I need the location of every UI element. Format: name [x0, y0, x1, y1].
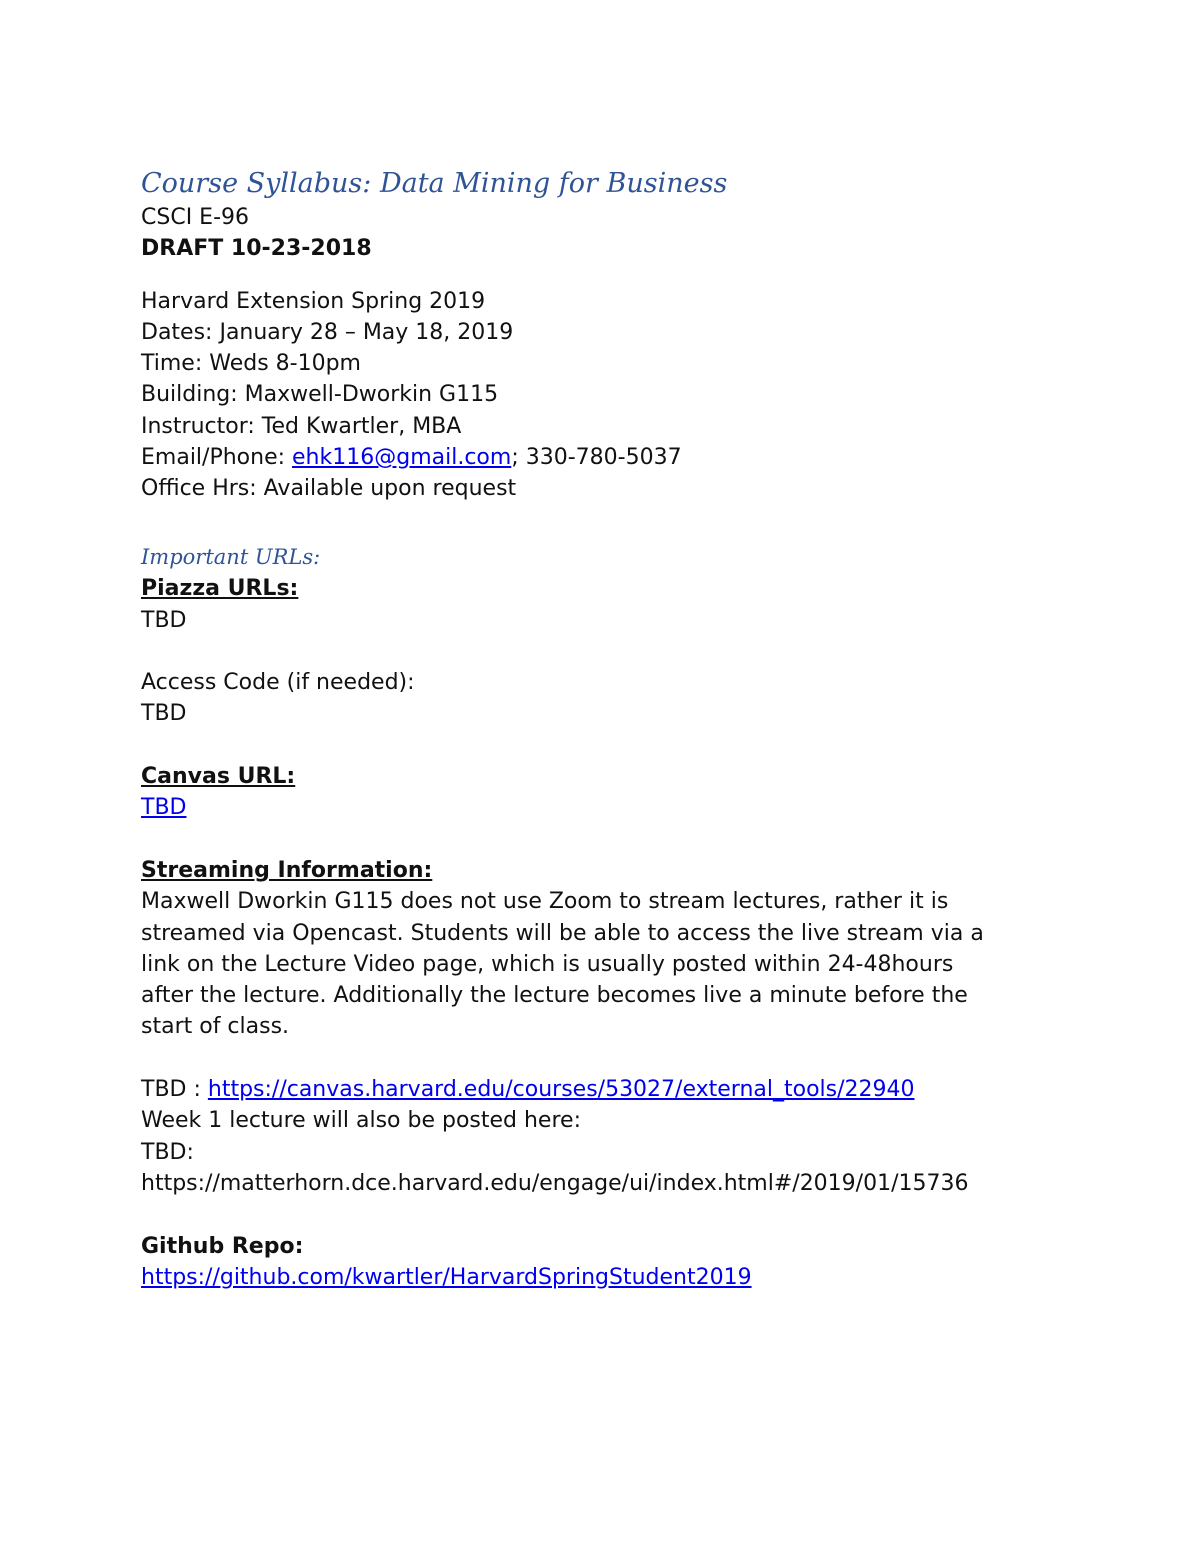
- spacer: [141, 1043, 1071, 1074]
- streaming-line: after the lecture. Additionally the lecture becomes live a minute before the: [141, 983, 968, 1009]
- draft-label: DRAFT 10-23-2018: [141, 236, 372, 262]
- tbd-label: TBD:: [141, 1139, 194, 1165]
- time-line: Time: Weds 8-10pm: [141, 351, 361, 377]
- email-phone-line: [141, 442, 1071, 473]
- streaming-line: link on the Lecture Video page, which is usually posted within 24-48hours: [141, 951, 954, 977]
- office-hours-line: Office Hrs: Available upon request: [141, 476, 517, 502]
- dates-line: Dates: January 28 – May 18, 2019: [141, 319, 514, 345]
- term-line: Harvard Extension Spring 2019: [141, 288, 486, 314]
- canvas-stream-line: [141, 1074, 1071, 1105]
- tbd-prefix: TBD :: [141, 1077, 208, 1103]
- streaming-paragraph: [141, 886, 1061, 1042]
- spacer: [141, 730, 1071, 761]
- streaming-line: start of class.: [141, 1014, 290, 1040]
- piazza-value: TBD: [141, 607, 187, 633]
- week1-note: Week 1 lecture will also be posted here:: [141, 1108, 581, 1134]
- spacer: [141, 505, 1071, 536]
- canvas-stream-link[interactable]: https://canvas.harvard.edu/courses/53027/external_tools/22940: [207, 1077, 915, 1103]
- streaming-line: streamed via Opencast. Students will be able to access the live stream via a: [141, 920, 984, 946]
- document-body: [141, 166, 1071, 1293]
- instructor-line: Instructor: Ted Kwartler, MBA: [141, 413, 462, 439]
- important-urls-heading: Important URLs:: [141, 544, 321, 569]
- email-link[interactable]: ehk116@gmail.com: [292, 445, 512, 471]
- canvas-heading: Canvas URL:: [141, 764, 296, 790]
- building-line: Building: Maxwell-Dworkin G115: [141, 382, 499, 408]
- canvas-value-line: [141, 792, 1071, 823]
- canvas-link[interactable]: TBD: [141, 795, 187, 821]
- access-code-value: TBD: [141, 701, 187, 727]
- spacer: [141, 265, 1071, 286]
- github-link[interactable]: https://github.com/kwartler/HarvardSpringStudent2019: [141, 1264, 752, 1290]
- access-code-label: Access Code (if needed):: [141, 670, 415, 696]
- email-label: Email/Phone:: [141, 445, 293, 471]
- spacer: [141, 1199, 1071, 1230]
- streaming-line: Maxwell Dworkin G115 does not use Zoom to stream lectures, rather it is: [141, 889, 949, 915]
- spacer: [141, 824, 1071, 855]
- matterhorn-url: https://matterhorn.dce.harvard.edu/engage/ui/index.html#/2019/01/15736: [141, 1170, 969, 1196]
- spacer: [141, 636, 1071, 667]
- streaming-heading: Streaming Information:: [141, 857, 433, 883]
- page-title: Course Syllabus: Data Mining for Business: [141, 168, 728, 199]
- github-heading: Github Repo:: [141, 1233, 304, 1259]
- github-url-line: [141, 1262, 1071, 1293]
- phone-text: ; 330-780-5037: [511, 445, 682, 471]
- course-code: CSCI E-96: [141, 205, 250, 230]
- piazza-heading: Piazza URLs:: [141, 576, 299, 602]
